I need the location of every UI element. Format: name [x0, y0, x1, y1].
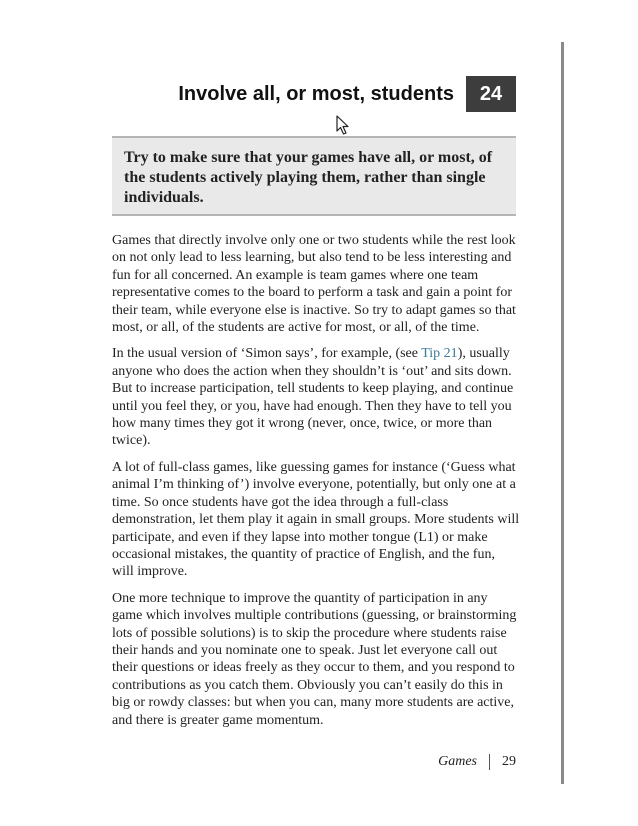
page-title: Involve all, or most, students — [178, 82, 454, 105]
tip-summary-box — [112, 136, 516, 216]
footer-divider — [489, 754, 490, 770]
tip-number-badge: 24 — [466, 76, 516, 112]
paragraph-1: Games that directly involve only one or two students while the rest look on not only lead to less learning, but also tend to be less interesting and fun for all concerned. An example is team games where one team representative comes to the board to perform a task and gain a point for their team, while everyone else is inactive. So try to adapt games so that most, or all, of the students are active for most, or all, of the time. — [112, 233, 516, 336]
page-edge-divider — [561, 42, 564, 784]
page-number: 29 — [502, 754, 516, 769]
paragraph-3: A lot of full-class games, like guessing games for instance (‘Guess what animal I’m thinking of’) involve everyone, potentially, but only one at a time. So once students have got the idea through a full-class demonstration, let them play it again in small groups. More students will participate, and even if they lapse into mother tongue (L1) or make occasional mistakes, the quantity of practice of English, and the fun, will improve. — [112, 459, 520, 580]
page-footer — [380, 754, 516, 770]
tip-21-link[interactable]: Tip 21 — [421, 346, 458, 362]
paragraph-2 — [112, 345, 520, 449]
tip-header — [110, 76, 516, 112]
paragraph-4: One more technique to improve the quantity of participation in any game which involves multiple contributions (guessing, or brainstorming lots of possible solutions) is to skip the procedure where students raise their hands and you nominate one to speak. Just let everyone call out their questions or ideas freely as they occur to them, and you respond to contributions as you catch them. Obviously you can’t easily do this in big or rowdy classes: but when you can, many more students are active, and there is greater game momentum. — [112, 590, 517, 728]
paragraph-2-end: ), usually anyone who does the action when they shouldn’t is ‘out’ and sits down. But to increase participation, tell students to keep playing, and continue until you feel they, or you, have had enough. Then they have to tell you how many times they got it wrong (never, once, twice, or more than twice). — [112, 346, 514, 449]
tip-summary-text: Try to make sure that your games have all, or most, of the students actively playing them, rather than single individuals. — [124, 149, 493, 206]
mouse-pointer-icon — [336, 115, 350, 135]
body-text — [112, 232, 520, 738]
paragraph-2-start: In the usual version of ‘Simon says’, for example, (see — [112, 346, 422, 362]
footer-section-name: Games — [438, 754, 477, 769]
